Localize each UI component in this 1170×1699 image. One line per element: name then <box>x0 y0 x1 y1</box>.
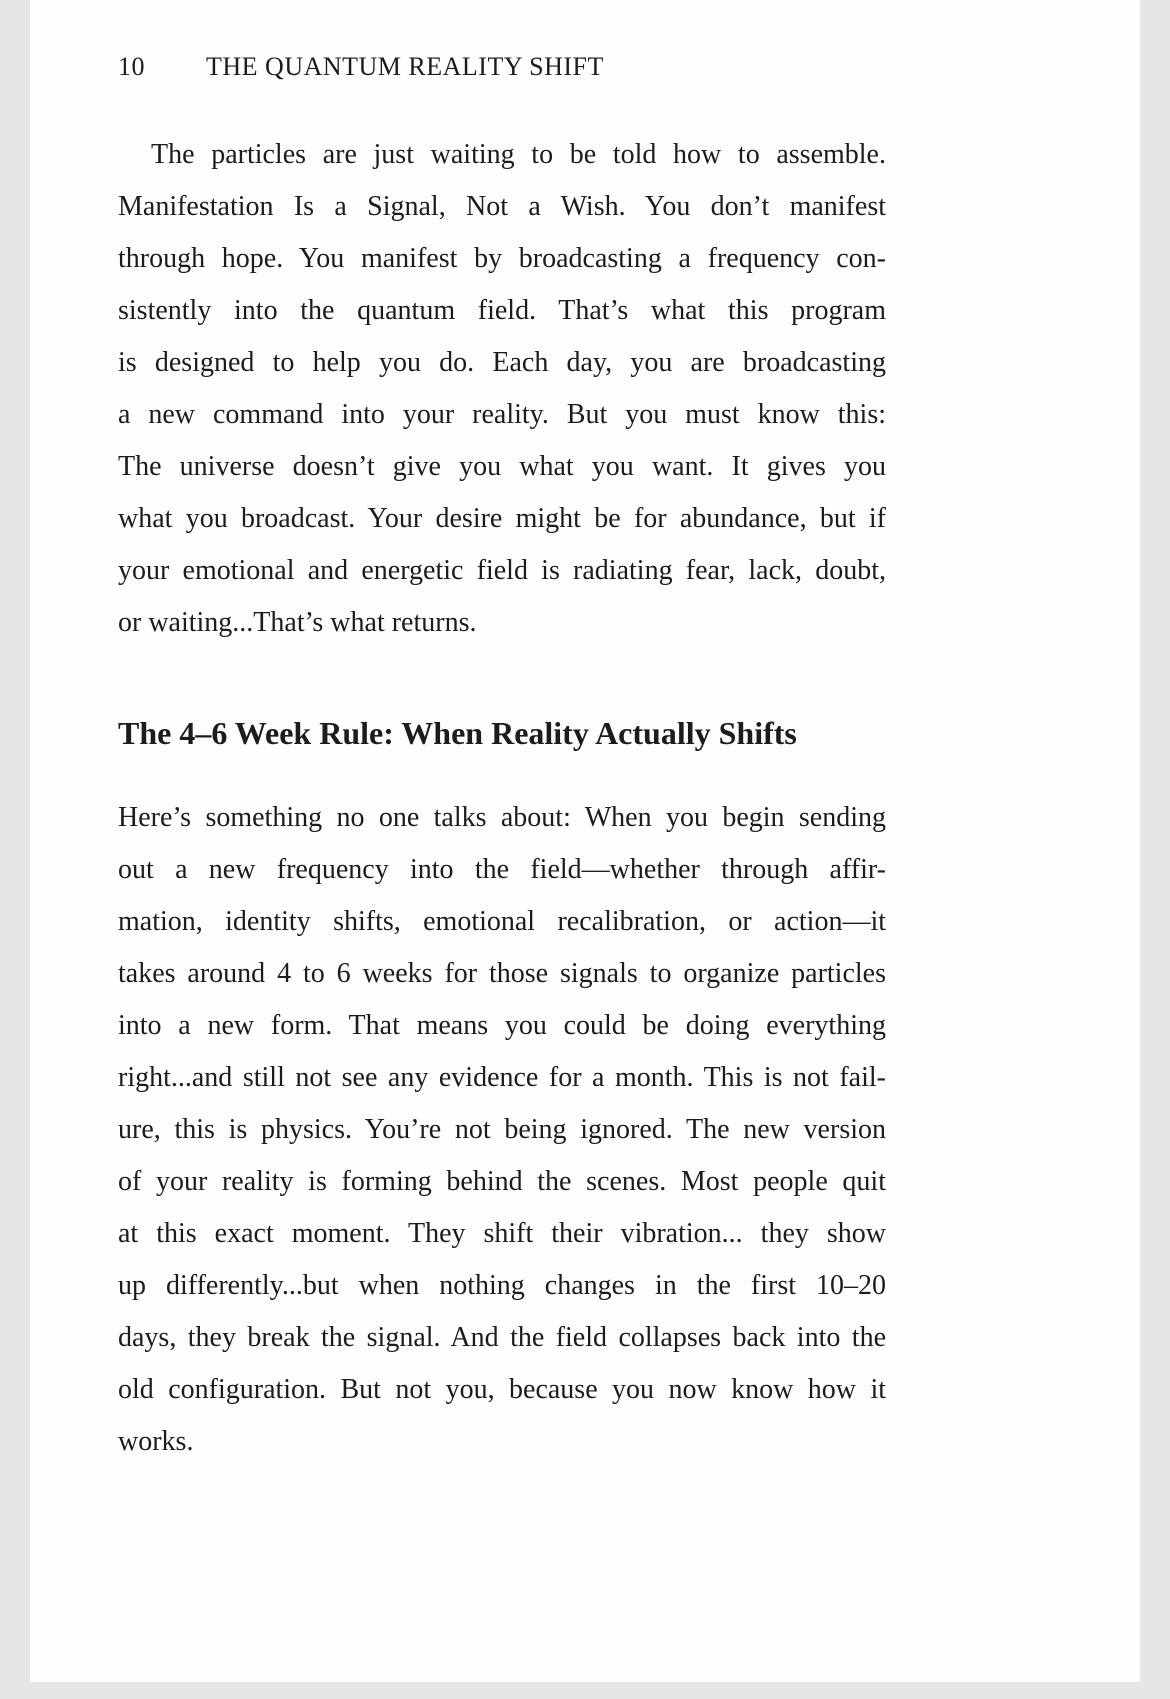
text-line: days, they break the signal. And the field collapses back into the <box>118 1322 886 1353</box>
text-line: works. <box>118 1426 194 1457</box>
text-line: what you broadcast. Your desire might be for abundance, but if <box>118 503 886 534</box>
paragraph-2 <box>118 792 886 1468</box>
text-line: a new command into your reality. But you must know this: <box>118 399 886 430</box>
page-number: 10 <box>118 52 145 81</box>
text-line: ure, this is physics. You’re not being ignored. The new version <box>118 1114 886 1145</box>
text-line: Here’s something no one talks about: When you begin sending <box>118 802 886 833</box>
paragraph-1 <box>118 129 886 649</box>
text-line: takes around 4 to 6 weeks for those signals to organize particles <box>118 958 886 989</box>
text-line: Manifestation Is a Signal, Not a Wish. You don’t manifest <box>118 191 886 222</box>
running-header-title: THE QUANTUM REALITY SHIFT <box>206 52 604 81</box>
text-line: The universe doesn’t give you what you want. It gives you <box>118 451 886 482</box>
text-line: The particles are just waiting to be told how to assemble. <box>151 139 886 170</box>
text-line: through hope. You manifest by broadcasting a frequency con- <box>118 243 886 274</box>
section-heading: The 4–6 Week Rule: When Reality Actually Shifts <box>118 715 797 751</box>
text-line: out a new frequency into the field—whether through affir- <box>118 854 886 885</box>
text-line: of your reality is forming behind the scenes. Most people quit <box>118 1166 886 1197</box>
text-line: up differently...but when nothing changes in the first 10–20 <box>118 1270 886 1301</box>
text-line: into a new form. That means you could be doing everything <box>118 1010 886 1041</box>
text-line: at this exact moment. They shift their vibration... they show <box>118 1218 886 1249</box>
text-line: mation, identity shifts, emotional recalibration, or action—it <box>118 906 886 937</box>
text-line: old configuration. But not you, because you now know how it <box>118 1374 886 1405</box>
text-line: right...and still not see any evidence for a month. This is not fail- <box>118 1062 886 1093</box>
text-line: is designed to help you do. Each day, you are broadcasting <box>118 347 886 378</box>
text-line: sistently into the quantum field. That’s what this program <box>118 295 886 326</box>
text-line: or waiting...That’s what returns. <box>118 607 477 638</box>
running-header <box>118 50 886 84</box>
text-line: your emotional and energetic field is radiating fear, lack, doubt, <box>118 555 886 586</box>
book-page <box>30 0 1140 1682</box>
